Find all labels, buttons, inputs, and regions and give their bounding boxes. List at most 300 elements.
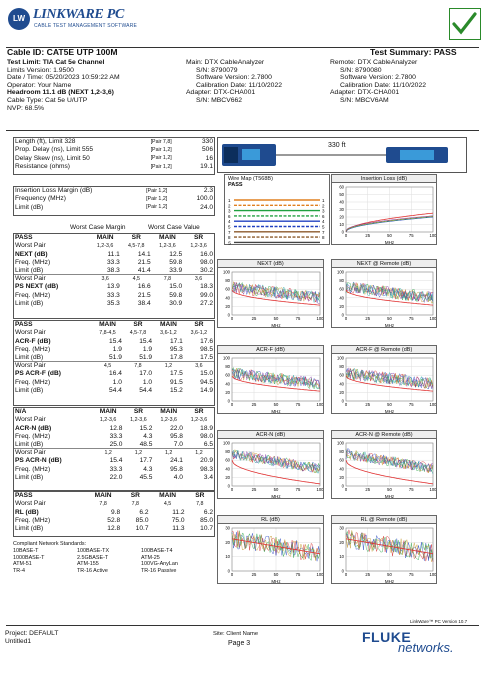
measurement-plot [331, 515, 437, 584]
x-axis-label: MHz [271, 323, 281, 328]
row-value: 2.3 [203, 187, 213, 195]
row-label: RL (dB) [15, 508, 39, 516]
row-label: Limit (dB) [15, 440, 44, 448]
plot-title: NEXT @ Remote (dB) [332, 260, 436, 268]
main-sn: S/N: 8790079 [196, 66, 238, 74]
plot-title: Insertion Loss (dB) [332, 175, 436, 183]
y-tick-label: 0 [341, 398, 344, 404]
x-tick-label: 50 [387, 316, 392, 321]
y-tick-label: 40 [339, 466, 344, 472]
col-head: SR [193, 234, 204, 242]
cell-value: 1.0 [142, 378, 153, 386]
worst-pair-row [14, 362, 214, 370]
y-tick-label: 60 [339, 457, 344, 463]
cell-value: 33.9 [169, 266, 183, 274]
row-label: Limit (dB) [15, 203, 44, 211]
y-tick-label: 20 [339, 474, 344, 480]
cell-value: 99.0 [200, 291, 213, 299]
plot-title: ACR-N (dB) [218, 431, 323, 439]
cell-value: 12.8 [107, 525, 121, 533]
x-axis-label: MHz [384, 240, 395, 245]
cell-value: 16.4 [109, 370, 122, 378]
cell-value: 33.3 [107, 291, 120, 299]
worst-pair: 7,8 [131, 501, 140, 508]
col-head: SR [194, 408, 204, 416]
y-tick-label: 40 [225, 295, 230, 301]
remote-sw: Software Version: 2.7800 [340, 74, 416, 82]
worst-pair: 3,6-1,2 [190, 330, 208, 337]
plot-canvas [332, 355, 436, 414]
col-head: MAIN [99, 321, 116, 329]
table-row [14, 441, 214, 449]
x-tick-label: 25 [365, 402, 371, 407]
cell-value: 95.8 [170, 432, 183, 440]
wire-pin-label: 4 [228, 219, 231, 225]
header-left [7, 59, 197, 112]
worst-pair: 1,2-3,6 [130, 417, 147, 424]
cell-value: 85.0 [200, 516, 213, 524]
standard-item: 2.5GBASE-T [77, 554, 109, 561]
x-axis-label: MHz [271, 494, 281, 499]
footer-page: Page 3 [228, 640, 251, 647]
nvp: NVP: 68.5% [7, 104, 45, 112]
table-header [14, 321, 214, 329]
rl-table [14, 492, 214, 533]
cell-value: 9.8 [110, 508, 121, 516]
x-tick-label: 100 [429, 316, 436, 321]
table-row [14, 433, 214, 441]
y-tick-label: 0 [341, 312, 344, 318]
plot-title: ACR-F @ Remote (dB) [332, 346, 436, 354]
worst-pair: 1,2-3,6 [190, 417, 208, 424]
cell-value: 98.3 [200, 465, 213, 473]
status-cell: PASS [15, 234, 33, 242]
cell-value: 11.2 [172, 508, 185, 516]
acrn-table [14, 408, 214, 482]
x-tick-label: 0 [230, 316, 234, 321]
row-pair: [Pair 1,2] [150, 155, 172, 162]
cell-value: 6.5 [203, 440, 213, 448]
next-table [14, 234, 214, 308]
cell-value: 59.8 [169, 291, 183, 299]
remote-cal: Calibration Date: 11/10/2022 [340, 81, 427, 89]
wire-map-status: PASS [228, 182, 243, 188]
standard-item: 100VG-AnyLan [141, 561, 178, 568]
cell-value: 21.5 [137, 258, 151, 266]
x-tick-label: 0 [344, 233, 348, 238]
row-value: 100.0 [196, 195, 213, 203]
cable-length-label: 330 ft [328, 142, 346, 149]
wire-pin-label: 7 [322, 229, 325, 235]
y-tick-label: 80 [225, 278, 230, 284]
worst-pair-row [14, 275, 214, 283]
cell-value: 75.0 [171, 516, 185, 524]
x-tick-label: 25 [251, 487, 257, 492]
y-tick-label: 80 [339, 278, 344, 284]
x-tick-label: 75 [295, 402, 301, 407]
table-row [14, 283, 214, 291]
table-row [14, 203, 214, 211]
y-tick-label: 10 [225, 554, 230, 560]
y-tick-label: 60 [225, 286, 230, 292]
table-row [14, 370, 214, 378]
y-tick-label: 100 [223, 269, 230, 275]
test-summary: Test Summary: PASS [370, 47, 457, 57]
cell-value: 4.0 [173, 473, 183, 481]
plot-title: ACR-N @ Remote (dB) [332, 431, 436, 439]
cell-value: 51.9 [139, 353, 153, 361]
cell-value: 51.9 [109, 353, 122, 361]
y-tick-label: 80 [225, 364, 230, 370]
worst-pair: 1,2 [153, 362, 184, 370]
y-tick-label: 80 [339, 449, 344, 455]
standard-item: 1000BASE-T [13, 554, 45, 561]
row-label: PS ACR-N (dB) [15, 457, 62, 465]
row-label: Freq. (MHz) [15, 465, 51, 473]
row-label: Limit (dB) [15, 386, 44, 394]
cell-value: 17.7 [139, 457, 153, 465]
plot-title: Wire Map (T568B) [225, 175, 329, 183]
plot-canvas [218, 440, 323, 499]
plot-title: ACR-F (dB) [218, 346, 323, 354]
x-tick-label: 25 [251, 572, 257, 577]
wire-pin-label: 8 [228, 235, 231, 241]
cell-value: 54.4 [109, 386, 122, 394]
length-panel [13, 137, 215, 175]
worst-pair: 7,8-4,5 [99, 330, 116, 337]
row-label: PS ACR-F (dB) [15, 370, 61, 378]
cell-value: 1.0 [112, 378, 122, 386]
worst-value-head: Worst Case Value [148, 224, 200, 231]
x-tick-label: 75 [295, 316, 301, 321]
cell-value: 15.4 [139, 337, 153, 345]
y-tick-label: 40 [339, 381, 344, 387]
cell-value: 33.3 [107, 258, 120, 266]
row-pair: [Pair 1,2] [146, 196, 168, 203]
wire-pin-label: 8 [322, 235, 325, 241]
x-axis-label: MHz [384, 409, 395, 414]
row-pair: [Pair 7,8] [150, 139, 172, 146]
x-tick-label: 0 [230, 487, 234, 492]
table-row [14, 508, 214, 516]
worst-pair: 3,6 [89, 275, 120, 283]
y-tick-label: 30 [339, 207, 344, 212]
cell-value: 33.3 [109, 465, 123, 473]
cell-value: 10.7 [135, 525, 149, 533]
acrf-table-panel [13, 320, 215, 406]
row-label: ACR-F (dB) [15, 337, 51, 345]
cell-value: 20.9 [200, 457, 213, 465]
y-tick-label: 60 [339, 372, 344, 378]
cell-value: 98.5 [200, 345, 213, 353]
y-tick-label: 60 [339, 286, 344, 292]
wire-pin-label: 2 [322, 203, 325, 209]
x-tick-label: 25 [365, 233, 371, 238]
table-row [14, 517, 214, 525]
acrf-table [14, 321, 214, 395]
row-label: Worst Pair [15, 500, 46, 508]
y-tick-label: 0 [341, 483, 344, 489]
x-tick-label: 0 [230, 572, 234, 577]
standards-row [13, 568, 213, 575]
il-table [14, 187, 214, 212]
table-row [14, 187, 214, 195]
cell-value: 15.0 [169, 283, 183, 291]
wire-pin-label: 4 [322, 219, 325, 225]
wire-pin-label: 2 [228, 203, 231, 209]
measurement-plot [331, 430, 437, 499]
standard-item: ATM-155 [77, 561, 99, 568]
remote-unit-info [330, 59, 480, 105]
y-tick-label: 20 [225, 474, 230, 480]
row-label: Limit (dB) [15, 353, 44, 361]
y-tick-label: 100 [337, 355, 344, 361]
plot-canvas [332, 525, 436, 584]
networks-brand: networks. [398, 640, 454, 655]
x-tick-label: 75 [295, 487, 301, 492]
footer-project [5, 630, 58, 645]
y-tick-label: 40 [225, 466, 230, 472]
cell-value: 33.3 [109, 432, 123, 440]
row-label: Insertion Loss Margin (dB) [15, 187, 93, 195]
x-tick-label: 25 [365, 316, 371, 321]
standard-item: TR-4 [13, 568, 25, 574]
x-axis-label: MHz [384, 323, 395, 328]
row-label: ACR-N (dB) [15, 424, 52, 432]
cell-value: 17.1 [169, 337, 183, 345]
linkware-logo [8, 5, 168, 37]
cell-value: 13.9 [107, 283, 120, 291]
wire-pin-label: 3 [228, 208, 231, 214]
row-label: Frequency (MHz) [15, 195, 66, 203]
standards-row [13, 555, 213, 562]
plot-title: RL @ Remote (dB) [332, 516, 436, 524]
cable-graphic [217, 137, 467, 173]
plot-canvas [225, 184, 329, 245]
wire-pin-label: 3 [322, 208, 325, 214]
wire-pin-label: 1 [228, 198, 231, 203]
cell-value: 48.5 [139, 440, 153, 448]
row-label: Freq. (MHz) [15, 516, 51, 524]
cell-value: 41.4 [137, 266, 151, 274]
table-row [14, 378, 214, 386]
header-rule-2 [6, 130, 479, 131]
y-tick-label: 80 [339, 364, 344, 370]
x-tick-label: 100 [316, 402, 323, 407]
x-tick-label: 25 [251, 402, 257, 407]
worst-margin-head: Worst Case Margin [70, 224, 126, 231]
main-sw: Software Version: 2.7800 [196, 74, 272, 82]
col-head: SR [133, 408, 143, 416]
date-time: Date / Time: 05/20/2023 10:59:22 AM [7, 74, 120, 82]
x-tick-label: 75 [408, 316, 414, 321]
x-tick-label: 100 [316, 572, 323, 577]
cell-value: 17.6 [200, 337, 213, 345]
y-tick-label: 0 [341, 229, 344, 235]
standards-list [13, 548, 213, 575]
x-tick-label: 100 [429, 233, 436, 238]
cell-value: 35.3 [107, 299, 120, 307]
test-limit: Test Limit: TIA Cat 5e Channel [7, 59, 105, 66]
cell-value: 95.3 [169, 345, 183, 353]
cell-value: 16.0 [200, 250, 213, 258]
y-tick-label: 60 [225, 372, 230, 378]
x-tick-label: 100 [316, 316, 323, 321]
il-panel [13, 186, 215, 216]
row-label: NEXT (dB) [15, 250, 48, 258]
row-label: Freq. (MHz) [15, 378, 51, 386]
y-tick-label: 80 [225, 449, 230, 455]
worst-pair: 4,5 [121, 275, 152, 283]
table-row [14, 250, 214, 258]
cell-value: 94.5 [200, 378, 213, 386]
row-label: Freq. (MHz) [15, 432, 51, 440]
wire-pin-label: 5 [322, 224, 325, 230]
col-head: SR [133, 321, 143, 329]
status-cell: N/A [15, 408, 27, 416]
plot-canvas [332, 269, 436, 328]
y-tick-label: 20 [339, 389, 344, 395]
y-tick-label: 0 [227, 312, 230, 318]
remote-unit: Remote: DTX CableAnalyzer [330, 59, 418, 66]
plot-canvas [218, 525, 323, 584]
wire-map-plot [224, 174, 330, 245]
cell-value: 52.8 [107, 516, 121, 524]
cell-value: 18.9 [200, 424, 213, 432]
pass-check-icon [449, 8, 481, 40]
x-tick-label: 75 [408, 233, 414, 238]
x-tick-label: 100 [429, 487, 436, 492]
cell-value: 22.0 [170, 424, 183, 432]
table-header [14, 408, 214, 416]
x-tick-label: 50 [273, 316, 279, 321]
cell-value: 38.3 [107, 266, 120, 274]
col-head: SR [130, 492, 140, 500]
cell-value: 15.4 [109, 457, 123, 465]
operator: Operator: Your Name [7, 81, 72, 89]
y-tick-label: 60 [225, 457, 230, 463]
standard-item: TR-16 Passive [141, 568, 177, 574]
footer-rule [6, 625, 479, 626]
logo-suffix: PC [106, 7, 124, 22]
y-tick-label: 0 [227, 568, 230, 574]
cell-value: 16.6 [137, 283, 151, 291]
y-tick-label: 20 [225, 389, 230, 395]
y-tick-label: 100 [337, 440, 344, 446]
row-label: Worst Pair [15, 416, 46, 424]
plot-title: NEXT (dB) [218, 260, 323, 268]
cell-value: 24.1 [170, 457, 183, 465]
col-head: SR [195, 492, 205, 500]
table-row [14, 474, 214, 482]
y-tick-label: 10 [339, 554, 344, 560]
cell-value: 98.0 [200, 258, 213, 266]
x-tick-label: 0 [344, 572, 348, 577]
y-tick-label: 100 [223, 355, 230, 361]
x-axis-label: MHz [384, 494, 395, 499]
measurement-plot [331, 174, 437, 245]
cell-value: 3.4 [203, 473, 213, 481]
row-label: Limit (dB) [15, 473, 44, 481]
cell-value: 27.2 [200, 299, 213, 307]
cell-value: 11.3 [172, 525, 185, 533]
wire-pin-label: 6 [228, 213, 231, 219]
table-row [14, 163, 214, 171]
plot-canvas [332, 184, 436, 245]
y-tick-label: 20 [339, 303, 344, 309]
y-tick-label: 40 [225, 381, 230, 387]
col-head: SR [131, 234, 141, 242]
worst-pair: 4,5 [92, 362, 123, 370]
wire-pin-label: 5 [228, 224, 231, 230]
x-tick-label: 50 [387, 487, 392, 492]
row-label: PS NEXT (dB) [15, 283, 59, 291]
x-tick-label: 75 [295, 572, 301, 577]
main-adapter-sn: S/N: MBCV662 [196, 97, 243, 105]
wire-pin-label: 1 [322, 198, 325, 203]
worst-pair: 7,8 [152, 275, 183, 283]
table-row [14, 465, 214, 473]
y-tick-label: 20 [339, 214, 344, 220]
row-label: Limit (dB) [15, 299, 44, 307]
worst-pair: 1,2 [123, 449, 153, 457]
main-unit-info [186, 59, 326, 105]
col-head: MAIN [96, 234, 114, 242]
project-name: Project: DEFAULT [5, 630, 59, 637]
table-header [14, 234, 214, 242]
worst-pair: 1,2-3,6 [159, 243, 176, 250]
row-label: Freq. (MHz) [15, 258, 51, 266]
x-tick-label: 75 [408, 572, 414, 577]
table-row [14, 291, 214, 299]
row-label: Length (ft), Limit 328 [15, 138, 76, 146]
plot-canvas [218, 355, 323, 414]
y-tick-label: 100 [223, 440, 230, 446]
row-pair: [Pair 1,2] [150, 147, 172, 154]
cell-value: 25.0 [109, 440, 123, 448]
cell-value: 4.3 [143, 465, 153, 473]
table-row [14, 457, 214, 465]
cell-value: 17.5 [169, 370, 183, 378]
x-tick-label: 25 [365, 487, 371, 492]
row-pair: [Pair 1,2] [146, 188, 168, 195]
y-tick-label: 20 [225, 303, 230, 309]
x-tick-label: 0 [230, 402, 234, 407]
cell-value: 1.9 [142, 345, 153, 353]
worst-pair: 1,2 [184, 449, 214, 457]
main-adapter: Adapter: DTX-CHA001 [186, 89, 256, 97]
y-tick-label: 0 [341, 568, 344, 574]
x-tick-label: 75 [408, 402, 414, 407]
rl-table-panel [13, 491, 215, 537]
cell-value: 21.5 [137, 291, 151, 299]
col-head: MAIN [160, 408, 178, 416]
cell-value: 30.9 [169, 299, 183, 307]
cell-value: 91.5 [169, 378, 183, 386]
length-table [14, 138, 214, 171]
measurement-plot [217, 259, 324, 328]
cell-value: 45.5 [139, 473, 153, 481]
plot-canvas [218, 269, 323, 328]
col-head: MAIN [159, 492, 176, 500]
y-tick-label: 30 [339, 525, 344, 531]
worst-pair-row [14, 329, 214, 337]
row-label: Worst Pair [15, 242, 46, 250]
x-tick-label: 0 [344, 316, 348, 321]
row-label: Limit (dB) [15, 266, 44, 274]
measurement-plot [331, 345, 437, 414]
table-row [14, 387, 214, 395]
